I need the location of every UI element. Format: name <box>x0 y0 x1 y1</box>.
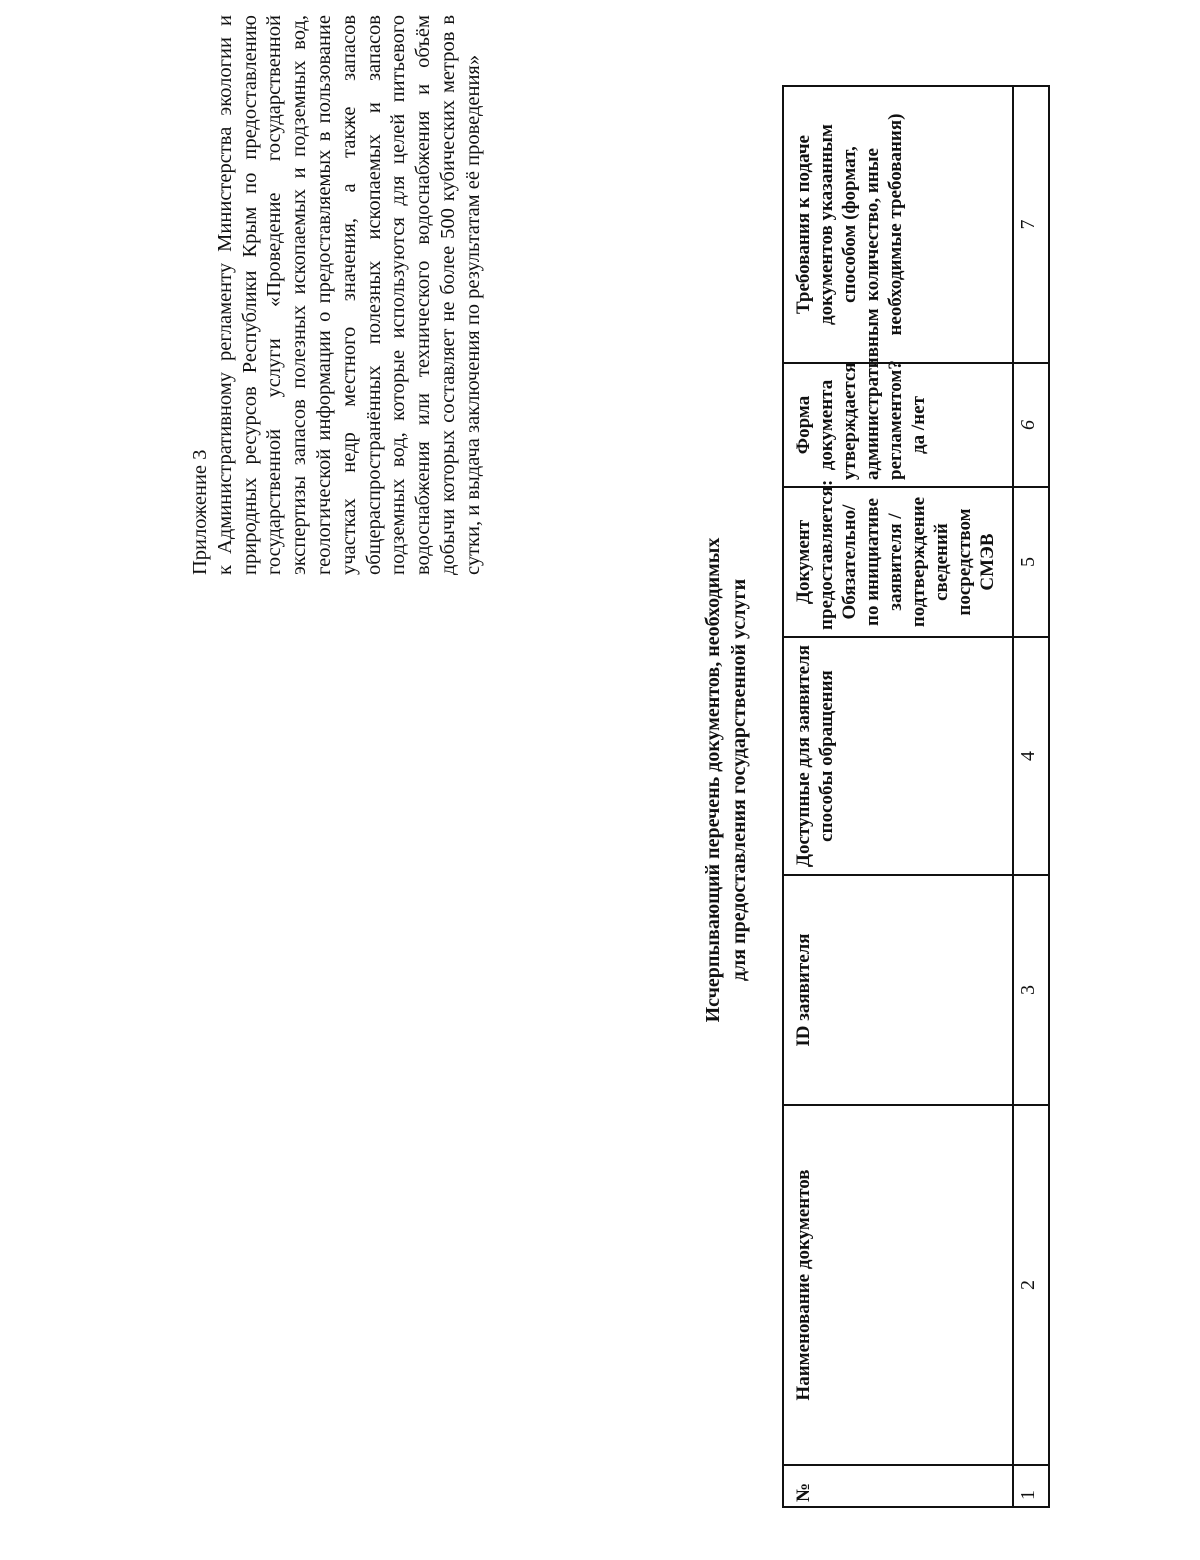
header-applicant-id: ID заявителя <box>783 875 1013 1105</box>
appendix-number: Приложение 3 <box>189 449 211 575</box>
heading-line-1: Исчерпывающий перечень документов, необходимых <box>702 537 724 1023</box>
column-number-cell: 5 <box>1013 487 1049 637</box>
column-number-cell: 2 <box>1013 1105 1049 1465</box>
appendix-text: к Административному регламенту Министерства экологии и природных ресурсов Республики Крым по предоставлению государственной услуги «Проведение государственной экспертизы запасов полезных ископаемых и подземных вод, геологической информации о предоставляемых в пользование участках недр местного значения, а также запасов общераспространённых полезных ископаемых и запасов подземных вод, которые используются для целей питьевого водоснабжения или технического водоснабжения и объём добычи которых составляет не более 500 кубических метров в сутки, и выдача заключения по результатам её проведения» <box>213 15 484 575</box>
header-document-name: Наименование документов <box>783 1105 1013 1465</box>
heading-line-2: для предоставления государственной услуги <box>728 578 750 982</box>
appendix-block <box>188 15 486 575</box>
documents-table <box>782 85 1050 1508</box>
header-document-provision: Документ предоставляется: Обязательно/ по инициативе заявителя /подтверждение сведений посредством СМЭВ <box>783 487 1013 637</box>
header-number: № <box>783 1465 1013 1507</box>
column-number-cell: 3 <box>1013 875 1049 1105</box>
column-number-cell: 4 <box>1013 637 1049 875</box>
column-number-cell: 1 <box>1013 1465 1049 1507</box>
header-form-approval: Форма документа утверждается административным регламентом? да /нет <box>783 363 1013 487</box>
table-row <box>1013 86 1049 1507</box>
table-header-row <box>783 86 1013 1507</box>
header-request-methods: Доступные для заявителя способы обращения <box>783 637 1013 875</box>
column-number-cell: 6 <box>1013 363 1049 487</box>
header-submission-requirements: Требования к подаче документов указанным способом (формат, количество, иные необходимые требования) <box>783 86 1013 363</box>
document-heading <box>700 400 752 1160</box>
column-number-cell: 7 <box>1013 86 1049 363</box>
